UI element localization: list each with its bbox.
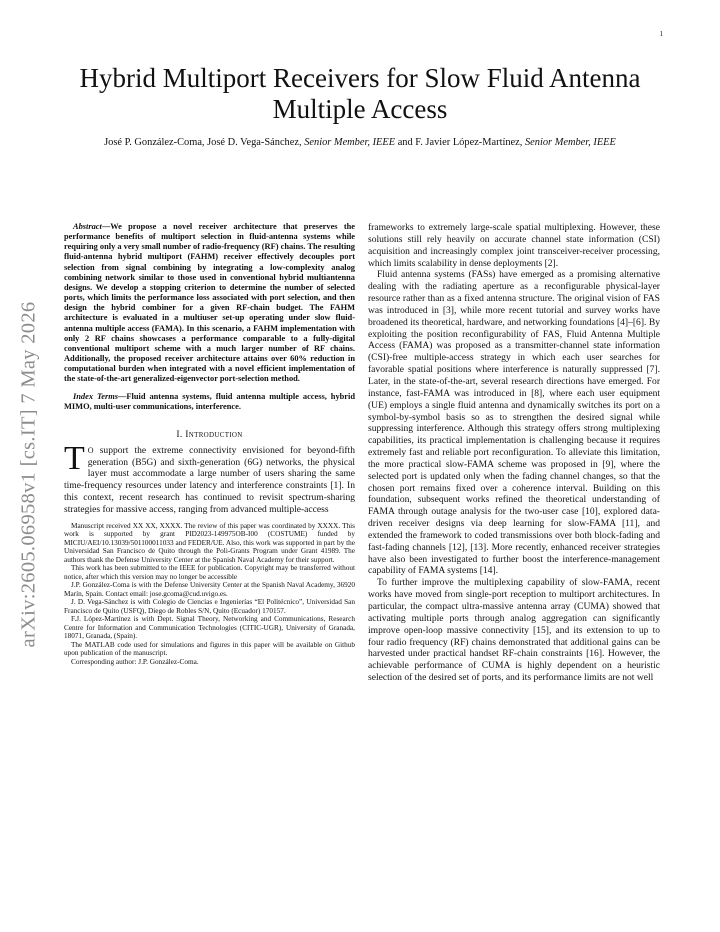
abstract-text: —We propose a novel receiver architecture that preserves the performance benefits of multiport selection in fluid-antenna systems while requiring only a very small number of radio-frequency (RF) chains. The resulting fluid-antenna hybrid multiport (FAHM) receiver effectively decouples port selection from signal combining by integrating a low-complexity analog combining network similar to those used in conventional hybrid multiantenna designs. We develop a stopping criterion to determine the number of selected ports, which limits the performance loss associated with port selection, and then design the hybrid combiner for a given RF-chain budget. The FAHM architecture is evaluated in a multiuser set-up operating under slow fluid-antenna multiple access (FAMA). In this scenario, a FAHM implementation with only 2 RF chains showcases a performance comparable to a fully-digital conventional multiport scheme with a much larger number of RF chains. Additionally, the proposed receiver architecture attains over 60% reduction in computational burden when integrated with a novel efficient implementation of the state-of-the-art generalized-eigenvector port-selection method. xyxy=(64,222,355,384)
footnote: This work has been submitted to the IEEE for publication. Copyright may be transferred without notice, after which this version may no longer be accessible xyxy=(64,564,355,581)
author-role-2: Senior Member, IEEE xyxy=(524,137,616,148)
intro-first-word: O xyxy=(87,445,94,455)
index-terms-text: —Fluid antenna systems, fluid antenna multiple access, hybrid MIMO, multi-user communications, interference. xyxy=(64,391,355,411)
intro-paragraph xyxy=(64,439,355,516)
intro-text: support the extreme connectivity envisioned for beyond-fifth generation (B5G) and sixth-generation (6G) networks, the physical layer must accommodate a large number of users sharing the same time-frequency resources under latency and interference constraints [1]. In this context, recent research has continued to revisit spectrum-sharing strategies for massive access, ranging from advanced multiple-access xyxy=(64,444,355,515)
footnote: J. D. Vega-Sánchez is with Colegio de Ciencias e Ingenierías “El Politécnico”, Universidad San Francisco de Quito (USFQ), Diego de Robles S/N, Quito (Ecuador) 170157. xyxy=(64,598,355,615)
footnote: Corresponding author: J.P. González-Coma. xyxy=(71,657,199,666)
authors-part2: and F. Javier López-Martínez, xyxy=(395,137,525,148)
authors-part1: José P. González-Coma, José D. Vega-Sánchez, xyxy=(104,137,305,148)
arxiv-stamp-text: arXiv:2605.06958v1 [cs.IT] 7 May 2026 xyxy=(17,301,40,647)
footnote: F.J. López-Martínez is with Dept. Signal Theory, Networking and Communications, Research Centre for Information and Communication Technologies (CITIC-UGR), University of Granada, 18071, Granada, (Spain). xyxy=(64,615,355,641)
footnote: J.P. González-Coma is with the Defense University Center at the Spanish Naval Academy, 36920 Marín, Spain. Contact email: jose.gcoma@cud.uvigo.es. xyxy=(64,581,355,598)
footnote: The MATLAB code used for simulations and figures in this paper will be available on Github upon publication of the manuscript. xyxy=(64,640,355,658)
body-paragraph: Fluid antenna systems (FASs) have emerged as a promising alternative dealing with the radiating aperture as a reconfigurable physical-layer resource rather than as a fixed antenna structure. The original vision of FAS was introduced in [3], while more recent tutorial and survey works have broadened its theoretical, hardware, and networking foundations [4]–[6]. By exploiting the position reconfigurability of FAS, Fluid Antenna Multiple Access (FAMA) was proposed as a transmitter-channel state information (CSI)-free multiple-access strategy in which each user searches for favorable spatial positions where interference is naturally suppressed [7]. Later, in the state-of-the-art, several research directions have emerged. For instance, fast-FAMA was introduced in [8], where each user equipment (UE) employs a single fluid antenna and dynamically switches its port on a symbol-by-symbol basis so as to strengthen the desired signal while suppressing interference. Although this strategy offers strong multiplexing capabilities, its practical implementation is challenging because it requires extremely fast and reliable port reconfiguration. To alleviate this limitation, the more practical slow-FAMA scheme was proposed in [9], where the selected port is updated only when the fading channel changes, so that the chosen port remains fixed over a coherence interval. Building on this foundation, subsequent works refined the theoretical understanding of FAMA through outage analysis for the two-user case [10], explored data-driven receiver designs via deep learning for slow-FAMA [11], and extended the framework to coded transmissions over both block-fading and fast-fading channels [12], [13]. More recently, enhanced receiver strategies have also been investigated to further boost the interference-management capability of FAMA systems [14]. xyxy=(368,269,660,577)
abstract-lead: Abstract xyxy=(73,222,102,231)
abstract xyxy=(64,222,355,385)
section-heading-introduction: I. Introduction xyxy=(176,428,243,440)
index-terms-lead: Index Terms xyxy=(73,391,119,401)
right-column xyxy=(368,222,660,684)
arxiv-stamp xyxy=(12,254,46,694)
body-paragraph: To further improve the multiplexing capability of slow-FAMA, recent works have moved from single-port reception to multiport architectures. In particular, the compact ultra-massive antenna array (CUMA) showed that activating multiple ports through analog aggregation can significantly improve open-loop massive connectivity [15], and its extension to up to four radio frequency (RF) chains demonstrated that additional gains can be harvested under practical handset RF-chain constraints [16]. However, the achievable performance of CUMA is highly dependent on a heuristic selection of the desired set of ports, and its performance limits are not well xyxy=(368,577,660,684)
body-paragraph: frameworks to extremely large-scale spatial multiplexing. However, these solutions still rely heavily on accurate channel state information (CSI) acquisition and increasingly complex joint transceiver-receiver processing, which limits scalability in dense deployments [2]. xyxy=(368,222,660,269)
footnotes xyxy=(64,522,355,667)
index-terms xyxy=(64,392,355,412)
footnote: Manuscript received XX XX, XXXX. The review of this paper was coordinated by XXXX. This work is supported by grant PID2023-149975OB-I00 (COSTUME) funded by MICIU/AEI/10.13039/501100011033 and FEDER/UE. Also, this work was supported in part by the Universidad San Francisco de Quito through the Poli-Grants Program under Grant 41989. The authors thank the Defense University Center at the Spanish Naval Academy for their support. xyxy=(64,521,355,564)
drop-cap: T xyxy=(64,439,85,477)
author-role-1: Senior Member, IEEE xyxy=(304,137,396,148)
page-number: 1 xyxy=(659,30,663,38)
paper-title: Hybrid Multiport Receivers for Slow Fluid Antenna Multiple Access xyxy=(79,63,641,124)
left-column xyxy=(64,222,355,666)
author-list xyxy=(60,136,660,150)
